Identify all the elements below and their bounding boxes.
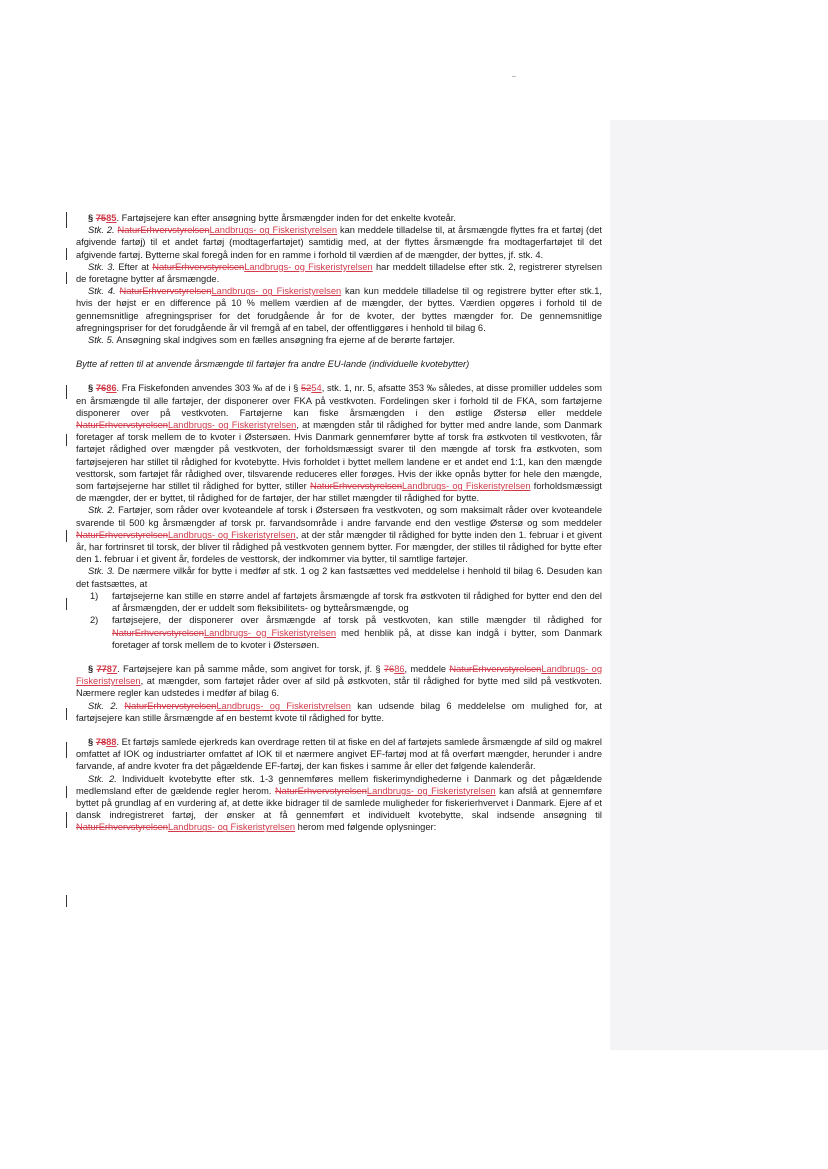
- stk-label: Stk. 2.: [88, 225, 115, 236]
- inserted-text: Landbrugs- og Fiskeristyrelsen: [167, 420, 297, 431]
- body-text: kan afslå at gennemføre byttet på grundlag af en vurdering af, at dette ikke bidrager til de samlede muligheder for fiskerierhvervet i Danmark. Ejere af et dansk indregistreret fartøj, der ønsker at få gennemført et individuelt kvotebytte, skal indsende ansøgning til: [76, 785, 602, 821]
- body-text: har meddelt tilladelse efter stk. 2, registrerer styrelsen de foretagne bytter af årsmængde.: [76, 261, 602, 285]
- scan-mark: [512, 76, 516, 77]
- inserted-text: Landbrugs- og Fiskeristyrelsen: [402, 481, 531, 492]
- inserted-text: 86: [394, 663, 405, 674]
- inserted-text: Landbrugs- og Fiskeristyrelsen: [216, 700, 351, 711]
- body-text: Ansøgning skal indgives som en fælles ansøgning fra ejerne af de berørte fartøjer.: [114, 335, 455, 346]
- section-75-stk2: [76, 224, 602, 261]
- inserted-text: Landbrugs- og Fiskeristyrelsen: [366, 785, 496, 796]
- change-bar: [66, 812, 67, 828]
- list-item: [90, 614, 602, 651]
- section-sign: §: [88, 213, 96, 223]
- inserted-text: Landbrugs- og Fiskeristyrelsen: [203, 627, 337, 638]
- body-text: kan kun meddele tilladelse til og registrere bytter efter stk.1, hvis der højst er en difference på 10 % mellem værdien af de mængder, der byttes. Værdien opgøres i forhold til de gennemsnitlige afregningspriser for det forudgående år for de kvoter, der byttes mængder for. De gennemsnitlige afregningspriser for det forudgående år vil fremgå af en tabel, der offentliggøres i henhold til bilag 6.: [76, 286, 603, 333]
- section-heading: Bytte af retten til at anvende årsmængde til fartøjer fra andre EU-lande (individuelle kvotebytter): [76, 359, 470, 370]
- section-75-lead: [76, 212, 602, 224]
- inserted-text: 85: [106, 213, 117, 223]
- comment-margin: [610, 120, 828, 1050]
- change-bar: [66, 434, 67, 446]
- deleted-text: NaturErhvervstyrelsen: [112, 627, 204, 638]
- inserted-text: Landbrugs- og Fiskeristyrelsen: [209, 225, 338, 236]
- inserted-text: Landbrugs- og Fiskeristyrelsen: [76, 663, 602, 687]
- section-76-stk3: [76, 565, 602, 589]
- spacer: [76, 651, 602, 663]
- section-76-lead: [76, 382, 602, 504]
- spacer: [76, 724, 602, 736]
- body-text: , stk. 1, nr. 5, afsatte 353 ‰ således, at disse promiller uddeles som en årsmængde til alle fartøjer, der disponerer over FKA på vestkvoten. Fordelingen sker i forhold til de FKA, som fartøjerne disponerer over på vestkvoten. Fartøjerne kan fiske årsmængden i den østlige Østersø eller meddele: [76, 383, 602, 418]
- list-item: [90, 590, 602, 614]
- numbered-list: [76, 590, 602, 651]
- section-77: [76, 663, 602, 724]
- body-text: Efter at: [115, 261, 153, 272]
- section-77-stk2: [76, 700, 602, 724]
- body-text: Individuelt kvotebytte efter stk. 1-3 gennemføres mellem fiskerimyndighederne i Danmark og det pågældende medlemsland efter de gældende regler herom.: [76, 773, 602, 796]
- section-75-stk4: [76, 285, 602, 334]
- spacer: [76, 370, 602, 382]
- body-text: , at der står mængder til rådighed for bytte inden den 1. februar i et givent år, har fortrinsret til torsk, der bliver til rådighed på vestkvoten gennem bytter. For mængder, der stilles til rådighed for bytte efter den 1. februar i et givent år, fordeles de vesttorsk, der indkommer via bytter, til samtlige fartøjer.: [76, 529, 602, 565]
- document-body: [76, 212, 602, 834]
- section-76: [76, 382, 602, 650]
- section-75-stk3: [76, 261, 602, 285]
- deleted-text: NaturErhvervstyrelsen: [76, 822, 168, 833]
- section-76-stk2: [76, 504, 602, 565]
- deleted-text: 76: [95, 383, 107, 394]
- inserted-text: Landbrugs- og Fiskeristyrelsen: [167, 822, 296, 833]
- change-bar: [66, 708, 67, 720]
- section-75: [76, 212, 602, 346]
- change-bar: [66, 786, 67, 798]
- inserted-text: 87: [106, 663, 118, 674]
- deleted-text: 76: [383, 663, 395, 674]
- change-bar: [66, 895, 67, 907]
- inserted-text: Landbrugs- og Fiskeristyrelsen: [211, 286, 342, 297]
- stk-label: Stk. 2.: [88, 700, 119, 711]
- change-bar: [66, 248, 67, 260]
- section-sign: §: [88, 736, 96, 747]
- body-text: , meddele: [404, 663, 450, 674]
- body-text: forholdsmæssigt de mængder, der er byttet, til rådighed for de fartøjer, der har stillet mængder til rådighed for bytte.: [76, 481, 602, 504]
- deleted-text: NaturErhvervstyrelsen: [152, 261, 245, 272]
- deleted-text: NaturErhvervstyrelsen: [274, 785, 367, 796]
- deleted-text: NaturErhvervstyrelsen: [76, 529, 168, 540]
- change-bar: [66, 212, 67, 228]
- body-text: De nærmere vilkår for bytte i medfør af stk. 1 og 2 kan fastsættes ved meddelelse i henhold til bilag 6. Desuden kan det fastsættes, at: [76, 566, 602, 589]
- body-text: fartøjsejerne kan stille en større andel af fartøjets årsmængde af torsk fra østkvoten til rådighed for bytter end den del af årsmængden, der er uddelt som fleksibilitets- og bytteårsmængde, og: [112, 590, 602, 614]
- body-text: . Fartøjsejere kan på samme måde, som angivet for torsk, jf. §: [117, 663, 384, 674]
- change-bar: [66, 272, 67, 284]
- deleted-text: NaturErhvervstyrelsen: [310, 481, 403, 492]
- stk-label: Stk. 2.: [88, 773, 117, 784]
- body-text: , at mængder, som fartøjet råder over af sild på østkvoten, står til rådighed for bytte med sild på vestkvoten. Nærmere regler kan udstedes i medfør af bilag 6.: [76, 676, 602, 699]
- body-text: Fartøjer, som råder over kvoteandele af torsk i Østersøen fra vestkvoten, og som maksimalt råder over kvoteandele svarende til 500 kg årsmængder af torsk pr. farvandsområde i andre farvande end den vestlige Østersø og som meddeler: [76, 505, 602, 528]
- change-bar: [66, 385, 67, 399]
- body-text: kan meddele tilladelse til, at årsmængde flyttes fra et fartøj (det afgivende fartøj) til et andet fartøj (modtagerfartøjet) samtidig med, at der flyttes årsmængde fra modtagerfartøjet til det afgivende fartøj. Bytterne skal foregå inden for en ramme i forhold til værdien af de mængder, der byttes, jf. stk. 4.: [76, 225, 602, 260]
- section-78-lead: [76, 736, 602, 773]
- deleted-text: NaturErhvervstyrelsen: [124, 700, 217, 711]
- stk-label: Stk. 2.: [88, 505, 115, 516]
- inserted-text: Landbrugs- og Fiskeristyrelsen: [244, 261, 373, 272]
- section-75-stk5: [76, 334, 602, 346]
- deleted-text: NaturErhvervstyrelsen: [119, 286, 212, 297]
- section-sign: §: [88, 383, 96, 394]
- change-bar: [66, 530, 67, 542]
- stk-label: Stk. 3.: [88, 566, 115, 577]
- body-text: herom med følgende oplysninger:: [295, 822, 437, 833]
- body-text: . Fartøjsejere kan efter ansøgning bytte årsmængder inden for det enkelte kvoteår.: [116, 213, 456, 223]
- deleted-text: NaturErhvervstyrelsen: [76, 420, 168, 431]
- body-text: med henblik på, at disse kan indgå i bytter, som Danmark foretager af torsk mellem de to kvoter i Østersøen.: [112, 627, 602, 650]
- deleted-text: NaturErhvervstyrelsen: [449, 663, 542, 674]
- deleted-text: 77: [96, 663, 107, 674]
- body-text: . Et fartøjs samlede ejerkreds kan overdrage retten til at fiske en del af fartøjets samlede årsmængde af sild og makrel omfattet af IOK og industriarter omfattet af IOK til et nærmere angivet EF-fartøj mod at få overført mængder, herunder i andre farvande, af andre kvoter fra det pågældende EF-fartøj, der kan fiskes i samme år eller det følgende kalenderår.: [76, 736, 602, 772]
- inserted-text: 86: [106, 383, 117, 394]
- list-number: 2): [90, 615, 99, 626]
- body-text: . Fra Fiskefonden anvendes 303 ‰ af de i §: [116, 383, 301, 394]
- deleted-text: 52: [301, 383, 312, 394]
- inserted-text: Landbrugs- og Fiskeristyrelsen: [167, 529, 296, 540]
- change-bar: [66, 598, 67, 610]
- body-text: , at mængden står til rådighed for bytter med andre lande, som Danmark foretager af torsk mellem de to kvoter i Østersøen. Hvis Danmark gennemfører bytte af torsk fra østkvoten til vestkvoten, får fartøjet rådighed over mængder på vestkvoten, der forholdsmæssigt svarer til den mængde af torsk fra østkvoten, som fartøjsejeren har stillet til rådighed for kvotebytte. Hvis forholdet i byttet mellem landene er et andet end 1:1, kan den mængde vesttorsk, som fartøjet får rådighed over, tilsvarende reduceres eller forøges. Hvis der ikke opnås bytter for hele den mængde, som fartøjsejerne har stillet til rådighed for bytter, stiller: [76, 420, 602, 492]
- body-text: fartøjsejere, der disponerer over årsmængde af torsk på vestkvoten, kan stille mængder til rådighed for: [112, 615, 602, 626]
- list-number: 1): [90, 590, 99, 601]
- stk-label: Stk. 4.: [88, 286, 116, 297]
- deleted-text: 75: [95, 213, 107, 223]
- deleted-text: 78: [95, 736, 107, 747]
- section-77-lead: [76, 663, 602, 700]
- body-text: kan udsende bilag 6 meddelelse om mulighed for, at fartøjsejere kan stille årsmængde af en bestemt kvote til rådighed for bytte.: [76, 700, 602, 723]
- spacer: [76, 346, 602, 358]
- inserted-text: 88: [106, 736, 117, 747]
- section-78-stk2: [76, 773, 602, 834]
- inserted-text: 54: [311, 383, 322, 394]
- section-sign: §: [88, 663, 97, 674]
- stk-label: Stk. 3.: [88, 261, 116, 272]
- section-78: [76, 736, 602, 834]
- stk-label: Stk. 5.: [88, 335, 115, 346]
- deleted-text: NaturErhvervstyrelsen: [117, 225, 210, 236]
- change-bar: [66, 742, 67, 758]
